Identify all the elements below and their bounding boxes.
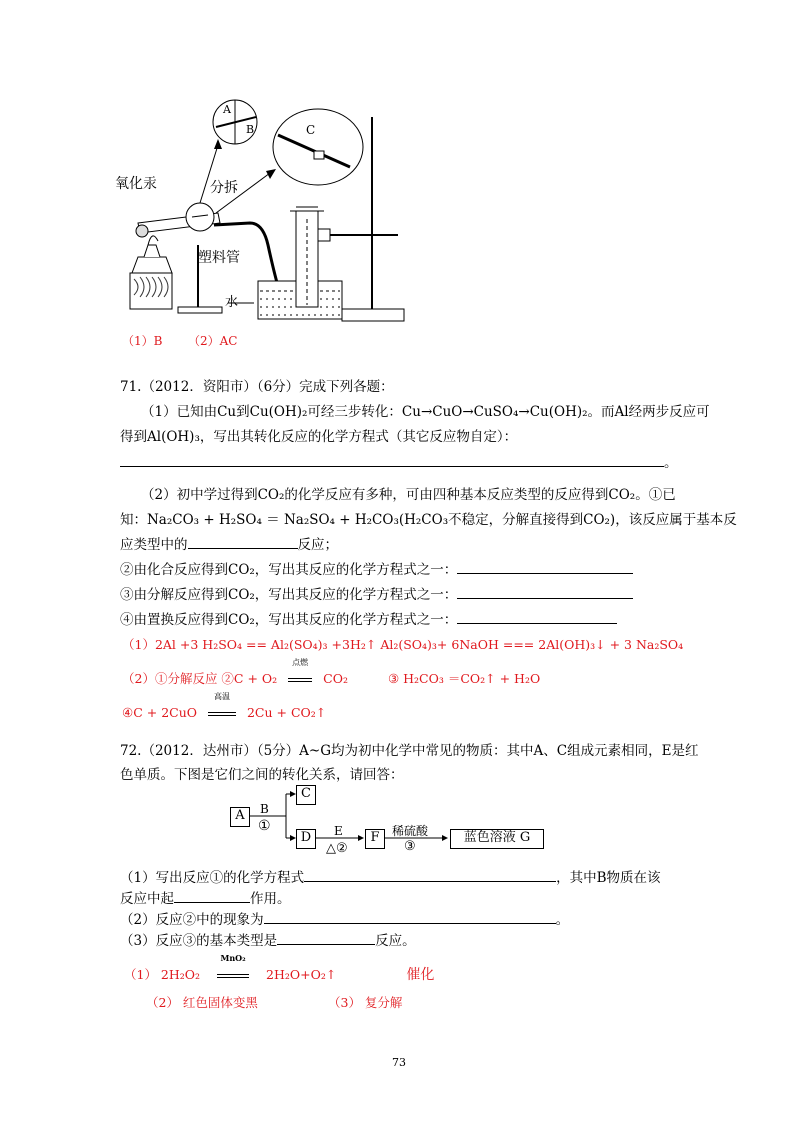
q72-answer-1c: 催化 <box>406 967 435 983</box>
q72-s1b: ，其中B物质在该 <box>556 870 661 886</box>
q72-s1-line2 <box>120 890 291 908</box>
q71-p2-line3a: 应类型中的 <box>120 537 188 553</box>
q71-type-blank[interactable] <box>188 536 298 549</box>
q72-s1c: 反应中起 <box>120 891 174 907</box>
q71-answer-3-arrow <box>207 692 237 722</box>
q71-p2-l5 <box>120 586 633 604</box>
node-a: A <box>230 807 250 827</box>
q71-answer-2a: （2）①分解反应 ②C + O₂ <box>122 671 278 686</box>
q71-p1-line1: （1）已知由Cu到Cu(OH)₂可经三步转化：Cu→CuO→CuSO₄→Cu(OH)₂。而Al经两步反应可 <box>141 404 710 420</box>
q71-answer-3a: ④C + 2CuO <box>122 705 198 720</box>
q72-phenomenon-blank[interactable] <box>264 911 556 924</box>
q72-answer-1-arrow <box>216 953 250 984</box>
q72-answer-1a: （1） 2H₂O₂ <box>124 967 201 982</box>
q71-answer-3-condition: 高温 <box>214 692 230 701</box>
label-e-reagent: E <box>334 824 343 838</box>
q72-s1a: （1）写出反应①的化学方程式 <box>120 870 305 886</box>
answer-70-part1: （1）B <box>122 334 163 348</box>
q71-answer-3b: 2Cu + CO₂↑ <box>246 705 327 720</box>
q72-s2b: 。 <box>555 912 570 928</box>
q71-p2-line2: 知：Na₂CO₃ + H₂SO₄ ＝ Na₂SO₄ + H₂CO₃(H₂CO₃不稳定，分解直接得到CO₂)，该反应属于基本反 <box>120 512 737 528</box>
label-disassemble: 分拆 <box>210 180 238 196</box>
q72-s3a: （3）反应③的基本类型是 <box>120 933 278 949</box>
q71-p2-l4-text: ②由化合反应得到CO₂，写出其反应的化学方程式之一： <box>120 562 458 578</box>
q72-answer-3: （3） 复分解 <box>328 995 403 1010</box>
label-step3: ③ <box>404 839 416 854</box>
q71-p2-l6 <box>120 611 617 629</box>
q72-flow-diagram <box>228 782 548 854</box>
q72-s1d: 作用。 <box>250 891 291 907</box>
node-f: F <box>365 829 385 849</box>
q71-answer-2b: CO₂ <box>323 671 348 686</box>
q71-p2-line3 <box>120 536 338 554</box>
q72-header-line2: 色单质。下图是它们之间的转化关系，请回答： <box>120 767 404 783</box>
node-c: C <box>296 785 316 805</box>
q72-answer-1-condition: MnO₂ <box>220 953 246 963</box>
q71-answer-3 <box>122 692 327 722</box>
label-step1: ① <box>258 818 271 834</box>
q72-answer-1 <box>124 953 435 984</box>
q72-s3b: 反应。 <box>375 933 416 949</box>
apparatus-figure <box>115 95 418 327</box>
label-a: A <box>223 103 231 116</box>
q71-decomposition-blank[interactable] <box>457 586 633 599</box>
label-oxide: 氧化汞 <box>115 176 157 192</box>
label-c: C <box>306 123 316 137</box>
q72-answer-1b: 2H₂O+O₂↑ <box>266 967 337 982</box>
label-water: 水 <box>225 295 239 310</box>
label-step2: △② <box>326 841 348 856</box>
q71-p1-blank[interactable] <box>120 466 664 467</box>
label-b-reagent: B <box>260 802 269 816</box>
q71-p2-l6-text: ④由置换反应得到CO₂，写出其反应的化学方程式之一： <box>120 612 458 628</box>
label-b: B <box>246 123 255 136</box>
q72-equation-blank[interactable] <box>304 869 556 882</box>
q72-header-line1: 72.（2012．达州市）（5分）A~G均为初中化学中常见的物质：其中A、C组成元素相同，E是红 <box>120 743 699 759</box>
q71-p2-line1: （2）初中学过得到CO₂的化学反应有多种，可由四种基本反应类型的反应得到CO₂。①已 <box>141 487 676 503</box>
q71-answer-2-arrow <box>287 658 313 688</box>
page-number: 73 <box>392 1056 406 1069</box>
q71-answer-2c: ③ H₂CO₃ ＝CO₂↑ + H₂O <box>387 671 541 686</box>
q71-answer-2-condition: 点燃 <box>292 658 309 667</box>
q72-answer-2: （2） 红色固体变黑 <box>146 995 258 1010</box>
q71-p2-line3b: 反应； <box>297 537 338 553</box>
q72-s1 <box>120 869 661 887</box>
q71-p1-line2: 得到Al(OH)₃，写出其转化反应的化学方程式（其它反应物自定）： <box>120 429 518 445</box>
label-tube: 塑料管 <box>198 250 240 266</box>
q71-answer-2 <box>122 658 541 688</box>
q72-type-blank[interactable] <box>277 932 375 945</box>
q71-answer-1: （1）2Al +3 H₂SO₄ == Al₂(SO₄)₃ +3H₂↑ Al₂(SO₄)₃+ 6NaOH === 2Al(OH)₃↓ + 3 Na₂SO₄ <box>122 637 684 652</box>
q71-combination-blank[interactable] <box>457 561 633 574</box>
label-acid: 稀硫酸 <box>392 824 429 838</box>
answer-70-part2: （2）AC <box>188 334 238 348</box>
q71-p2-l4 <box>120 561 633 579</box>
q71-header: 71.（2012．资阳市）（6分）完成下列各题： <box>120 379 394 395</box>
q71-p1-end: 。 <box>664 455 678 471</box>
q72-s2 <box>120 911 569 929</box>
q71-p2-l5-text: ③由分解反应得到CO₂，写出其反应的化学方程式之一： <box>120 587 458 603</box>
q72-role-blank[interactable] <box>174 890 250 903</box>
q71-replacement-blank[interactable] <box>457 611 617 624</box>
node-g: 蓝色溶液 G <box>450 829 544 849</box>
q72-s2a: （2）反应②中的现象为 <box>120 912 264 928</box>
q72-s3 <box>120 932 416 950</box>
node-d: D <box>296 829 316 849</box>
